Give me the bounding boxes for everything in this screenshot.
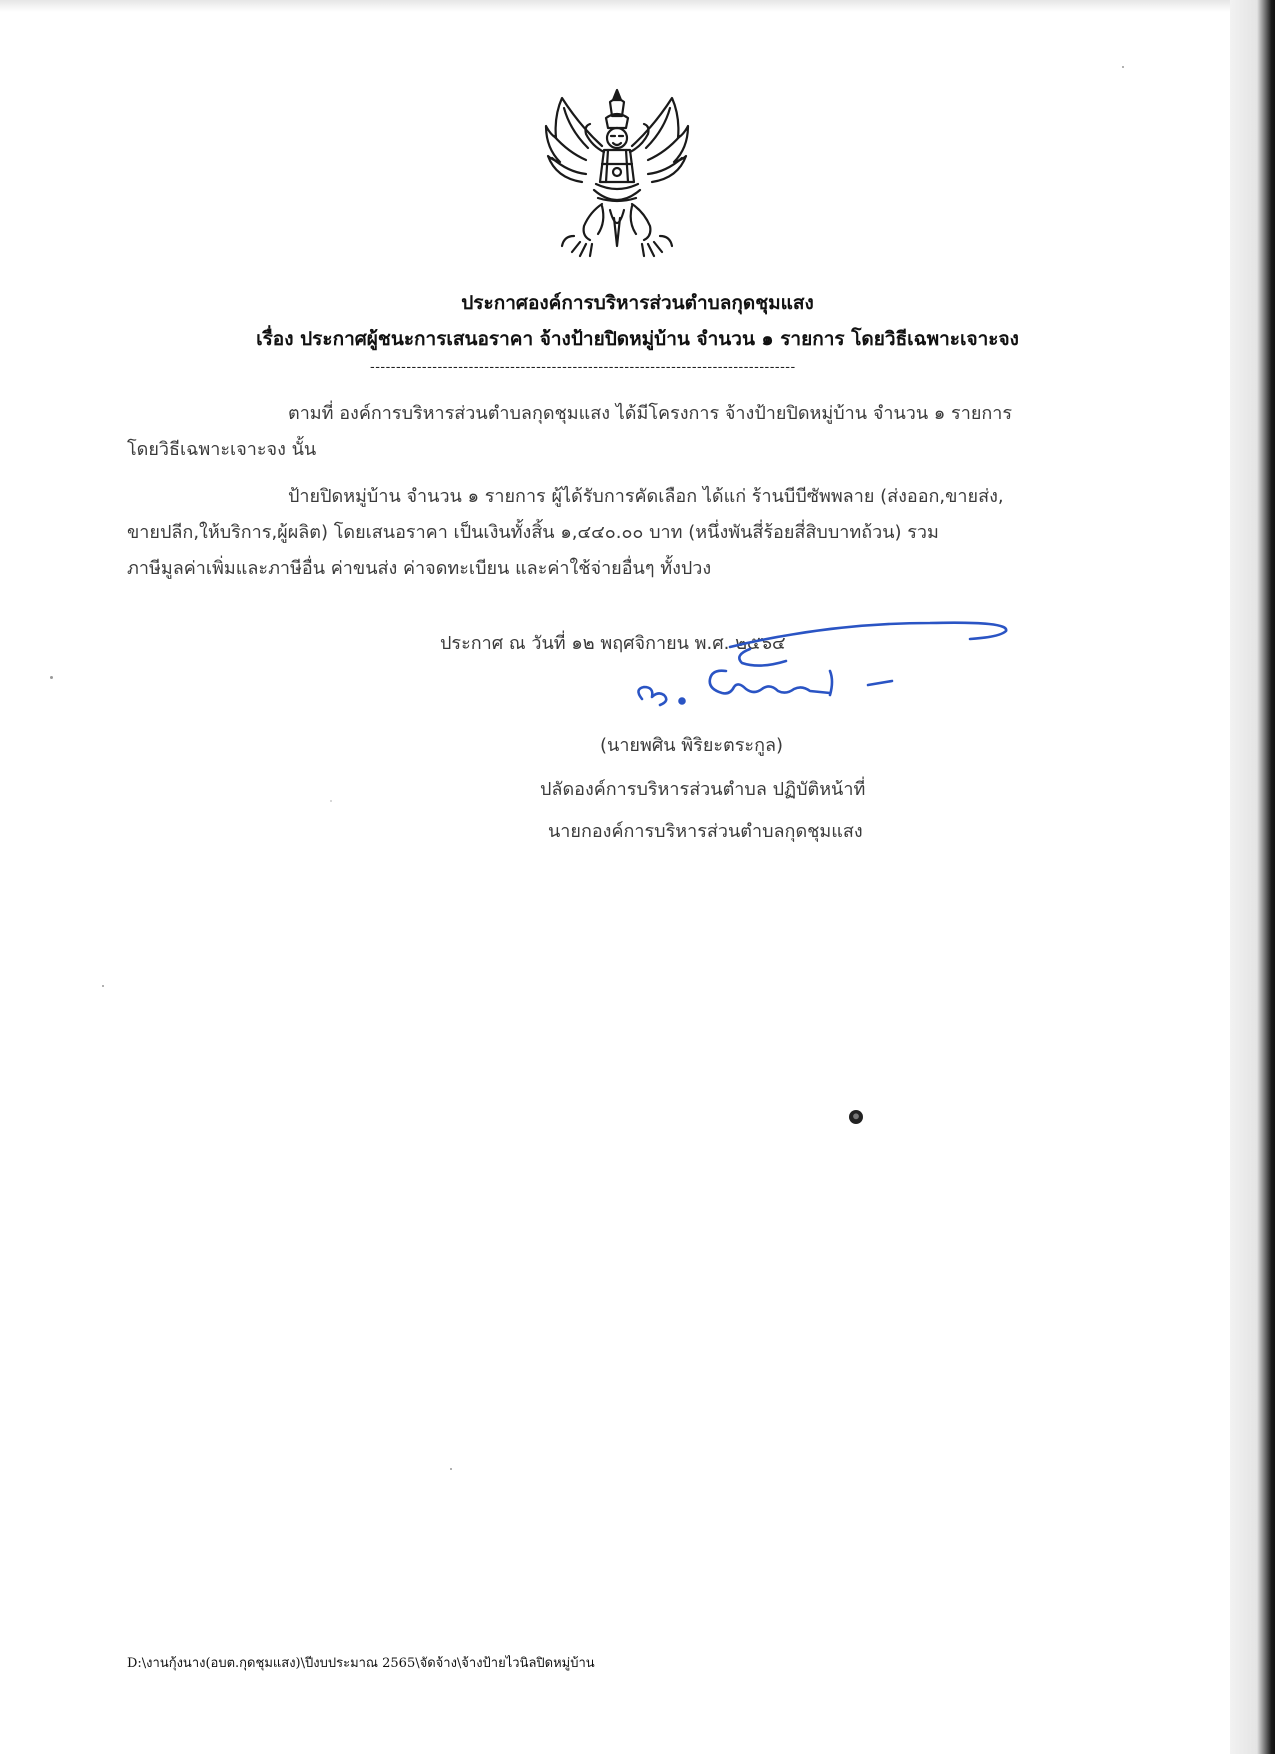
paragraph-1-line-1: ตามที่ องค์การบริหารส่วนตำบลกุดชุมแสง ได้มีโครงการ จ้างป้ายปิดหมู่บ้าน จำนวน ๑ รายการ [288, 403, 1013, 424]
separator-line: ---------------------------------------------------------------------------------- [370, 360, 796, 375]
paragraph-2-line-2: ขายปลีก,ให้บริการ,ผู้ผลิต) โดยเสนอราคา เป็นเงินทั้งสิ้น ๑,๔๔๐.๐๐ บาท (หนึ่งพันสี่ร้อยสี่สิบบาทถ้วน) รวม [127, 522, 939, 543]
page-number-stamp [849, 1110, 863, 1124]
signatory-position-line-2: นายกองค์การบริหารส่วนตำบลกุดชุมแสง [548, 821, 863, 842]
scan-speck [330, 800, 332, 802]
announcement-date: ประกาศ ณ วันที่ ๑๒ พฤศจิกายน พ.ศ. ๒๕๖๔ [440, 633, 786, 654]
announcement-subject: เรื่อง ประกาศผู้ชนะการเสนอราคา จ้างป้ายปิดหมู่บ้าน จำนวน ๑ รายการ โดยวิธีเฉพาะเจาะจง [256, 328, 1019, 350]
footer-file-path: D:\งานกุ้งนาง(อบต.กุดชุมแสง)\ปีงบประมาณ 2565\จัดจ้าง\จ้างป้ายไวนิลปิดหมู่บ้าน [127, 1656, 595, 1671]
scan-speck [450, 1468, 452, 1470]
scan-speck [50, 676, 53, 679]
paragraph-1-line-2: โดยวิธีเฉพาะเจาะจง นั้น [127, 439, 317, 460]
scan-edge-shadow [1230, 0, 1275, 1754]
garuda-emblem-icon [540, 86, 695, 261]
scan-speck [102, 985, 104, 987]
signatory-position-line-1: ปลัดองค์การบริหารส่วนตำบล ปฏิบัติหน้าที่ [540, 779, 866, 800]
paragraph-2-line-1: ป้ายปิดหมู่บ้าน จำนวน ๑ รายการ ผู้ได้รับการคัดเลือก ได้แก่ ร้านบีบีซัพพลาย (ส่งออก,ขายส่ง, [288, 486, 1004, 507]
scan-speck [1122, 66, 1124, 68]
handwritten-signature [630, 615, 1020, 725]
signatory-name: (นายพศิน พิริยะตระกูล) [600, 735, 784, 756]
scan-shade [0, 0, 1230, 12]
announcement-title: ประกาศองค์การบริหารส่วนตำบลกุดชุมแสง [461, 292, 814, 314]
paragraph-2-line-3: ภาษีมูลค่าเพิ่มและภาษีอื่น ค่าขนส่ง ค่าจดทะเบียน และค่าใช้จ่ายอื่นๆ ทั้งปวง [127, 558, 712, 579]
